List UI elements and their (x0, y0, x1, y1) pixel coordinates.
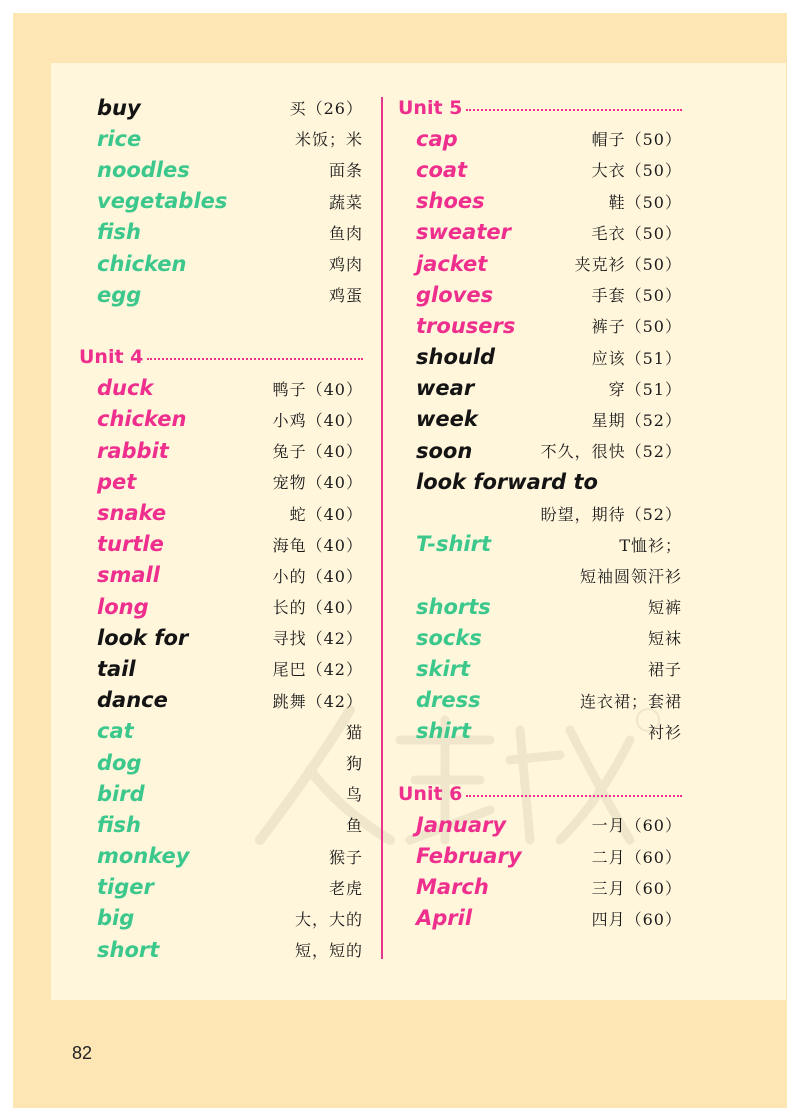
entry-word: duck (97, 376, 154, 401)
unit-heading (398, 778, 682, 809)
entry-word: March (416, 875, 489, 900)
entry-word: cat (97, 719, 134, 744)
dotted-leader (147, 358, 363, 360)
vocab-entry (416, 591, 682, 622)
entry-meaning: 蔬菜 (328, 192, 363, 212)
entry-word: skirt (416, 656, 471, 681)
entry-meaning: 一月（60） (591, 816, 682, 836)
vocab-entry (416, 310, 682, 341)
entry-meaning: 大，大的 (294, 909, 363, 929)
entry-meaning: 老虎 (328, 878, 363, 898)
entry-word: dance (97, 688, 168, 713)
entry-meaning: 短，短的 (294, 941, 363, 961)
entry-word: look for (97, 625, 189, 650)
vocab-entry (97, 404, 363, 435)
entry-meaning: 买（26） (289, 99, 363, 119)
vocab-entry (97, 747, 363, 778)
vocab-entry (416, 685, 682, 716)
entry-word: monkey (97, 844, 190, 869)
vocab-entry (97, 217, 363, 248)
entry-word: socks (416, 625, 482, 650)
entry-meaning: 夹克衫（50） (574, 255, 682, 275)
entry-meaning: 面条 (328, 161, 363, 181)
entry-word: coat (416, 157, 468, 182)
vocab-entry (416, 123, 682, 154)
vocab-entry (97, 716, 363, 747)
entry-word: trousers (416, 313, 516, 338)
vocab-entry (97, 622, 363, 653)
vocab-entry (416, 154, 682, 185)
entry-meaning: T恤衫； (619, 535, 682, 555)
entry-word: fish (97, 220, 141, 245)
vocab-entry (416, 279, 682, 310)
entry-word: big (97, 906, 135, 931)
vocab-entry (416, 466, 682, 497)
entry-meaning: 大衣（50） (591, 161, 682, 181)
entry-meaning: 帽子（50） (591, 130, 682, 150)
entry-word: noodles (97, 157, 190, 182)
vocab-entry (97, 560, 363, 591)
entry-meaning: 猫 (345, 722, 363, 742)
entry-word: dog (97, 750, 142, 775)
unit-title: Unit 5 (398, 96, 463, 119)
vocab-entry (416, 809, 682, 840)
entry-meaning: 不久，很快（52） (540, 442, 682, 462)
column-divider (381, 97, 383, 959)
entry-meaning: 宠物（40） (272, 473, 363, 493)
vocab-entry (416, 217, 682, 248)
entry-word: T-shirt (416, 532, 491, 557)
entry-meaning: 鸟 (345, 785, 363, 805)
vocab-entry (97, 653, 363, 684)
entry-word: should (416, 345, 496, 370)
vocab-entry (416, 373, 682, 404)
entry-word: small (97, 563, 160, 588)
entry-word: chicken (97, 251, 187, 276)
vocab-entry (416, 435, 682, 466)
entry-word: jacket (416, 251, 488, 276)
entry-meaning: 短裤 (647, 598, 682, 618)
unit-title: Unit 6 (398, 782, 463, 805)
vocab-entry (416, 872, 682, 903)
entry-word: January (416, 812, 507, 837)
entry-word: week (416, 407, 478, 432)
entry-meaning: 鸡肉 (328, 255, 363, 275)
entry-meaning: 寻找（42） (272, 629, 363, 649)
entry-word: wear (416, 376, 475, 401)
vocab-entry (416, 716, 682, 747)
vocab-entry (97, 497, 363, 528)
vocab-entry (97, 809, 363, 840)
entry-word: long (97, 594, 149, 619)
spacer (416, 747, 682, 778)
entry-meaning: 兔子（40） (272, 442, 363, 462)
unit-heading (79, 342, 363, 373)
vocab-entry (97, 248, 363, 279)
entry-word: look forward to (416, 469, 598, 494)
entry-meaning: 衬衫 (647, 722, 682, 742)
entry-meaning: 手套（50） (591, 286, 682, 306)
vocab-entry (416, 404, 682, 435)
vocab-entry (416, 248, 682, 279)
vocab-entry (416, 622, 682, 653)
unit-title: Unit 4 (79, 346, 144, 369)
entry-meaning: 裤子（50） (591, 317, 682, 337)
vocab-entry (97, 435, 363, 466)
entry-meaning: 毛衣（50） (591, 223, 682, 243)
entry-word: sweater (416, 220, 511, 245)
entry-word: pet (97, 469, 137, 494)
vocab-entry (416, 529, 682, 560)
entry-word: snake (97, 501, 167, 526)
vocab-entry (97, 466, 363, 497)
entry-meaning: 米饭；米 (294, 130, 363, 150)
entry-meaning: 鸭子（40） (272, 379, 363, 399)
vocab-entry (97, 373, 363, 404)
entry-meaning: 猴子 (328, 847, 363, 867)
entry-word: vegetables (97, 189, 228, 214)
entry-word: tiger (97, 875, 154, 900)
spacer (97, 310, 363, 341)
entry-meaning: 鸡蛋 (328, 286, 363, 306)
vocab-entry (97, 778, 363, 809)
vocab-entry (97, 154, 363, 185)
entry-word: shorts (416, 594, 491, 619)
entry-meaning: 蛇（40） (289, 504, 363, 524)
entry-meaning: 短袜 (647, 629, 682, 649)
entry-meaning: 星期（52） (591, 410, 682, 430)
vocab-entry (97, 279, 363, 310)
entry-meaning: 狗 (345, 754, 363, 774)
entry-word: April (416, 906, 473, 931)
entry-meaning: 小鸡（40） (272, 410, 363, 430)
entry-meaning: 裙子 (647, 660, 682, 680)
vocab-entry (416, 903, 682, 934)
vocab-entry (97, 841, 363, 872)
dotted-leader (466, 109, 682, 111)
entry-meaning: 二月（60） (591, 847, 682, 867)
entry-meaning: 应该（51） (591, 348, 682, 368)
vocab-entry (97, 529, 363, 560)
entry-word: chicken (97, 407, 187, 432)
entry-word: February (416, 844, 522, 869)
vocab-entry (416, 653, 682, 684)
entry-continuation (416, 497, 682, 528)
vocab-entry (97, 123, 363, 154)
vocab-entry (97, 903, 363, 934)
left-column (79, 92, 363, 965)
vocab-entry (97, 186, 363, 217)
dotted-leader (466, 795, 682, 797)
entry-meaning: 鱼 (345, 816, 363, 836)
entry-word: tail (97, 656, 136, 681)
vocab-entry (97, 934, 363, 965)
vocab-entry (416, 841, 682, 872)
entry-meaning: 连衣裙；套裙 (579, 691, 682, 711)
entry-continuation (416, 560, 682, 591)
vocab-entry (416, 342, 682, 373)
entry-meaning: 小的（40） (272, 566, 363, 586)
vocab-entry (416, 186, 682, 217)
entry-word: rabbit (97, 438, 169, 463)
entry-word: egg (97, 282, 142, 307)
entry-meaning: 四月（60） (591, 909, 682, 929)
entry-meaning: 尾巴（42） (272, 660, 363, 680)
page-number: 82 (72, 1043, 93, 1063)
entry-word: cap (416, 126, 458, 151)
vocab-entry (97, 872, 363, 903)
entry-meaning: 海龟（40） (272, 535, 363, 555)
entry-meaning: 穿（51） (608, 379, 682, 399)
vocab-entry (97, 92, 363, 123)
right-column (398, 92, 682, 934)
entry-word: shoes (416, 189, 485, 214)
entry-word: fish (97, 812, 141, 837)
entry-meaning: 盼望，期待（52） (540, 504, 682, 524)
entry-word: dress (416, 688, 481, 713)
entry-word: shirt (416, 719, 472, 744)
entry-word: soon (416, 438, 473, 463)
entry-meaning: 鱼肉 (328, 223, 363, 243)
entry-word: short (97, 937, 160, 962)
entry-word: bird (97, 781, 145, 806)
entry-word: turtle (97, 532, 164, 557)
entry-word: gloves (416, 282, 494, 307)
entry-meaning: 三月（60） (591, 878, 682, 898)
entry-meaning: 跳舞（42） (272, 691, 363, 711)
entry-word: buy (97, 95, 141, 120)
vocab-entry (97, 591, 363, 622)
entry-word: rice (97, 126, 142, 151)
entry-meaning: 长的（40） (272, 598, 363, 618)
vocab-entry (97, 685, 363, 716)
entry-meaning: 鞋（50） (608, 192, 682, 212)
entry-meaning: 短袖圆领汗衫 (579, 566, 682, 586)
unit-heading (398, 92, 682, 123)
